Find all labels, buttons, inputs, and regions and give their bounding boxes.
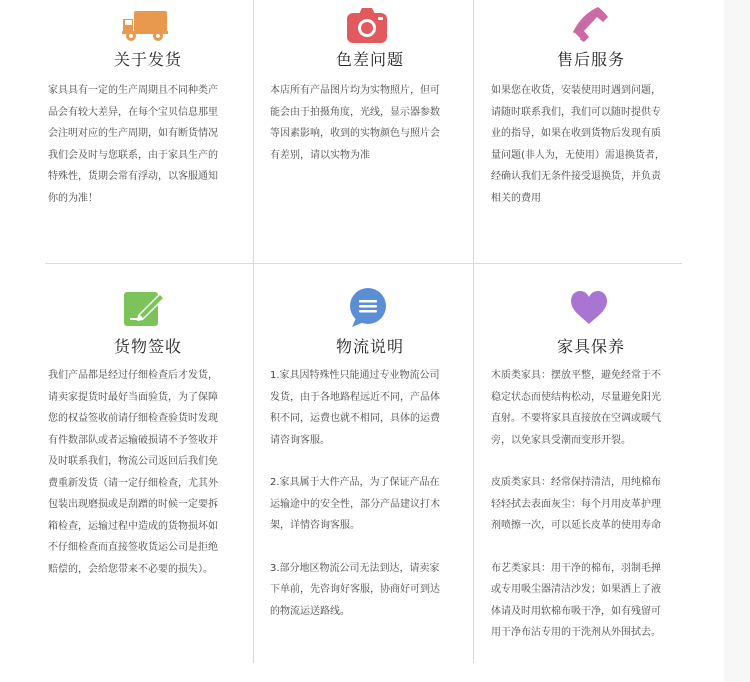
section-title: 售后服务 <box>556 50 625 69</box>
text-line: 您的权益签收前请仔细检查验货时发现 <box>48 413 218 424</box>
section-body <box>491 80 665 209</box>
section-furniture-care <box>491 264 691 664</box>
paragraph <box>491 558 661 644</box>
text-line: 木质类家具：摆放平整，避免经常于不 <box>491 370 661 381</box>
text-line: 业的指导，如果在收到货物后发现有质 <box>491 128 661 139</box>
text-line: 量问题(非人为，无使用）需退换货者， <box>491 149 665 161</box>
section-title: 货物签收 <box>113 337 182 356</box>
text-line: 体请及时用软棉布吸干净，如有残留可 <box>491 605 661 617</box>
text-line: 及时联系我们，物流公司返回后我们免 <box>48 456 218 467</box>
text-line: 有件数部队或者运输破损请不予签收并 <box>48 434 218 446</box>
text-line: 赔偿的，会给您带来不必要的损失）。 <box>48 563 213 575</box>
text-line: 品会有较大差异，在每个宝贝信息那里 <box>48 106 218 118</box>
section-title: 色差问题 <box>335 50 404 69</box>
text-line: 请随时联系我们，我们可以随时提供专 <box>491 106 661 118</box>
text-line: 如果您在收货，安装使用时遇到问题， <box>491 85 661 96</box>
text-line: 会注明对应的生产周期，如有断货情况 <box>48 128 218 139</box>
pencil-icon <box>124 288 170 328</box>
text-line: 包装出现磨损或是刮蹭的时候一定要拆 <box>48 499 218 510</box>
text-line: 下单前，先咨询好客服，协商好可到达 <box>270 584 440 595</box>
section-body <box>491 365 661 644</box>
text-line: 剂喷擦一次，可以延长皮革的使用寿命 <box>491 520 661 531</box>
vertical-divider-right <box>473 0 474 663</box>
section-title: 家具保养 <box>556 337 625 356</box>
text-line: 1.家具因特殊性只能通过专业物流公司 <box>270 370 440 381</box>
text-line: 费重新发货（请一定仔细检查，尤其外 <box>48 477 218 489</box>
text-line: 经确认我们无条件接受退换货，并负责 <box>491 171 661 182</box>
text-line: 旁，以免家具受潮而变形开裂。 <box>491 434 631 446</box>
text-line: 请卖家提货时最好当面验货，为了保障 <box>48 391 218 403</box>
vertical-divider-left <box>253 0 254 663</box>
text-line: 的物流运送路线。 <box>270 605 350 617</box>
text-line: 箱检查，运输过程中造成的货物损坏如 <box>48 520 218 532</box>
text-line: 特殊性，货期会常有浮动，以客服通知 <box>48 171 218 182</box>
text-line: 你的为准！ <box>48 192 98 204</box>
text-line: 架，详情咨询客服。 <box>270 520 360 531</box>
section-title: 物流说明 <box>335 337 404 356</box>
camera-icon <box>347 8 393 48</box>
section-color-difference <box>270 0 470 263</box>
text-line: 等因素影响，收到的实物颜色与照片会 <box>270 128 440 139</box>
text-line: 或专用吸尘器清洁沙发；如果洒上了液 <box>491 584 661 595</box>
text-line: 积不同，运费也就不相同，具体的运费 <box>270 413 440 424</box>
chat-icon <box>348 288 394 328</box>
section-title: 关于发货 <box>113 50 182 69</box>
heart-icon <box>569 290 615 330</box>
text-line: 请咨询客服。 <box>270 434 330 446</box>
text-line: 皮质类家具：经常保持清洁，用纯棉布 <box>491 477 661 488</box>
text-line: 2.家具属于大件产品，为了保证产品在 <box>270 477 440 488</box>
section-body <box>270 80 440 166</box>
text-line: 运输途中的安全性，部分产品建议打木 <box>270 498 440 510</box>
paragraph <box>491 472 661 537</box>
text-line: 能会由于拍摄角度，光线，显示器参数 <box>270 106 440 118</box>
text-line: 用干净布沾专用的干洗剂从外围拭去。 <box>491 627 661 638</box>
paragraph <box>491 365 661 451</box>
section-receipt <box>48 264 248 664</box>
text-line: 发货，由于各地路程远近不同，产品体 <box>270 391 440 403</box>
paragraph <box>270 558 440 623</box>
phone-icon <box>569 6 615 46</box>
text-line: 直射。不要将家具直接放在空调或暖气 <box>491 413 661 424</box>
text-line: 家具具有一定的生产周期且不同种类产 <box>48 85 218 96</box>
section-body <box>48 365 218 580</box>
text-line: 3.部分地区物流公司无法到达，请卖家 <box>270 562 440 574</box>
section-shipping <box>48 0 248 263</box>
paragraph <box>270 472 440 537</box>
section-body <box>48 80 218 209</box>
text-line: 布艺类家具：用干净的棉布，羽制毛掸 <box>491 562 661 574</box>
section-body <box>270 365 440 622</box>
text-line: 有差别，请以实物为准 <box>270 149 370 161</box>
right-margin-strip <box>724 0 750 682</box>
text-line: 不仔细检查而直接签收货运公司是拒绝 <box>48 542 218 553</box>
section-after-sales <box>491 0 691 263</box>
paragraph <box>270 365 440 451</box>
truck-icon <box>122 8 168 48</box>
section-logistics <box>270 264 470 664</box>
text-line: 相关的费用 <box>491 192 541 204</box>
text-line: 我们会及时与您联系，由于家具生产的 <box>48 149 218 161</box>
text-line: 我们产品都是经过仔细检查后才发货， <box>48 370 218 381</box>
text-line: 稳定状态而使结构松动，尽量避免阳光 <box>491 391 661 403</box>
text-line: 轻轻拭去表面灰尘：每个月用皮革护理 <box>491 498 661 510</box>
text-line: 本店所有产品图片均为实物照片，但可 <box>270 85 440 96</box>
